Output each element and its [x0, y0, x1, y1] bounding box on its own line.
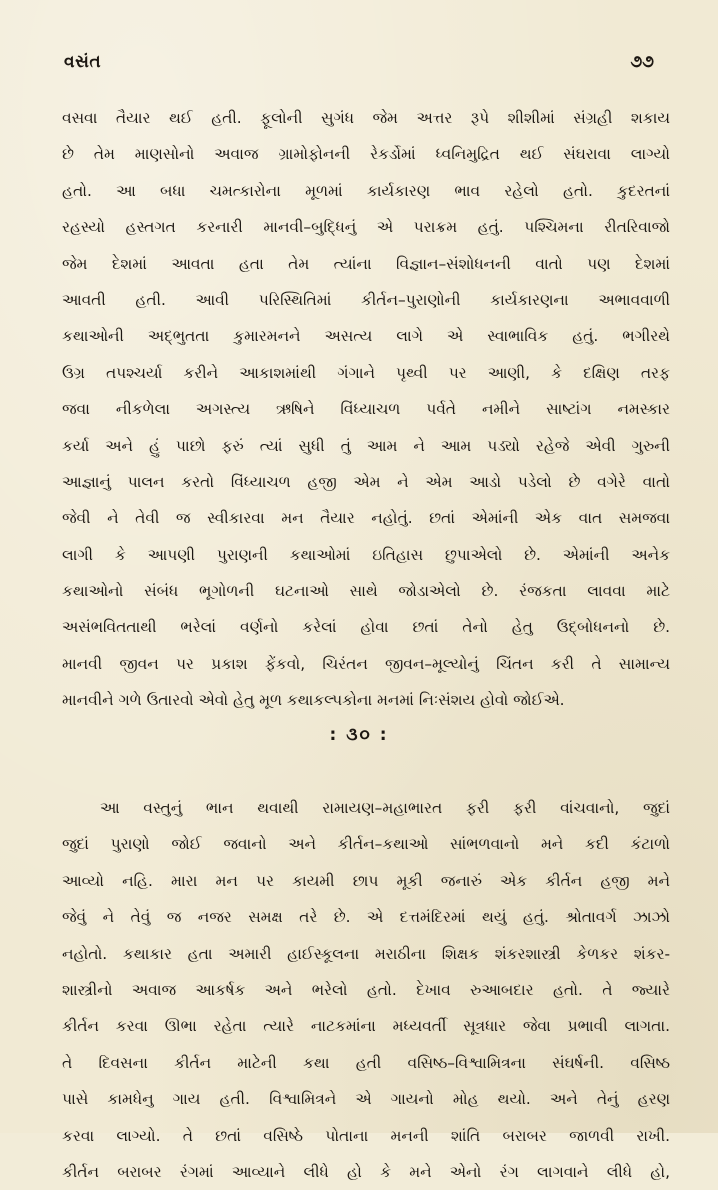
text-line: આવતી હતી. આવી પરિસ્થિતિમાં કીર્તન–પુરાણોની કાર્યકારણના અભાવવાળી — [62, 290, 670, 309]
text-line: ઉગ્ર તપશ્ચર્યા કરીને આકાશમાંથી ગંગાને પૃથ્વી પર આણી, કે દક્ષિણ તરફ — [62, 363, 670, 382]
text-line: તે દિવસના કીર્તન માટેની કથા હતી વસિષ્ઠ–વિશ્વામિત્રના સંઘર્ષની. વસિષ્ઠ — [62, 1053, 670, 1072]
text-line: આજ્ઞાનું પાલન કરતો વિંધ્યાચળ હજી એમ ને એમ આડો પડેલો છે વગેરે વાતો — [62, 472, 670, 491]
text-line: જેવું ને તેવું જ નજર સમક્ષ તરે છે. એ દત્તમંદિરમાં થયું હતું. શ્રોતાવર્ગ ઝાઝો — [62, 908, 670, 927]
text-line: અસંભવિતતાથી ભરેલાં વર્ણનો કરેલાં હોવા છતાં તેનો હેતુ ઉદ્બોધનનો છે. — [62, 618, 670, 637]
chapter-marker: : ૩૦ : — [329, 725, 389, 745]
text-line: આ વસ્તુનું ભાન થવાથી રામાયણ–મહાભારત ફરી ફરી વાંચવાનો, જુદાં — [100, 799, 670, 817]
text-line: માનવીને ગળે ઉતારવો એવો હેતુ મૂળ કથાકલ્પકોના મનમાં નિઃસંશય હોવો જોઈએ. — [62, 691, 565, 710]
page-header — [64, 52, 654, 82]
paragraph-2 — [62, 790, 670, 1190]
page-number: ૭૭ — [630, 52, 654, 72]
paragraph-1 — [62, 100, 670, 719]
running-head: વસંત — [64, 52, 102, 72]
text-line: કીર્તન બરાબર રંગમાં આવ્યાને લીધે હો કે મને એનો રંગ લાગવાને લીધે હો, — [62, 1162, 670, 1181]
text-line: વસવા તૈયાર થઈ હતી. ફૂલોની સુગંધ જેમ અત્તર રૂપે શીશીમાં સંગ્રહી શકાય — [62, 109, 670, 127]
text-line: કર્યા અને હું પાછો ફરું ત્યાં સુધી તું આમ ને આમ પડ્યો રહેજે એવી ગુરુની — [62, 436, 670, 455]
text-line: આવ્યો નહિ. મારા મન પર કાયમી છાપ મૂકી જનારું એક કીર્તન હજી મને — [62, 871, 670, 890]
text-line: શાસ્ત્રીનો અવાજ આકર્ષક અને ભરેલો હતો. દેખાવ રુઆબદાર હતો. તે જ્યારે — [62, 980, 670, 999]
text-line: લાગી કે આપણી પુરાણની કથાઓમાં ઇતિહાસ છુપાએલો છે. એમાંની અનેક — [62, 545, 670, 564]
text-line: જેવી ને તેવી જ સ્વીકારવા મન તૈયાર નહોતું. છતાં એમાંની એક વાત સમજવા — [62, 509, 670, 528]
text-line: કીર્તન કરવા ઊભા રહેતા ત્યારે નાટકમાંના મધ્યવર્તી સૂત્રધાર જેવા પ્રભાવી લાગતા. — [62, 1017, 670, 1036]
text-line: જુદાં પુરાણો જોઈ જવાનો અને કીર્તન–કથાઓ સાંભળવાનો મને કદી કંટાળો — [62, 835, 670, 854]
text-line: કથાઓની અદ્ભુતતા કુમારમનને અસત્ય લાગે એ સ્વાભાવિક હતું. ભગીરથે — [62, 327, 670, 346]
text-line: માનવી જીવન પર પ્રકાશ ફેંકવો, ચિરંતન જીવન–મૂલ્યોનું ચિંતન કરી તે સામાન્ય — [62, 654, 670, 673]
text-line: નહોતો. કથાકાર હતા અમારી હાઈસ્કૂલના મરાઠીના શિક્ષક શંકરશાસ્ત્રી કેળકર શંકર- — [62, 944, 670, 963]
text-line: રહસ્યો હસ્તગત કરનારી માનવી–બુદ્ધિનું એ પરાક્રમ હતું. પશ્ચિમના રીતરિવાજો — [62, 218, 670, 237]
text-line: કરવા લાગ્યો. તે છતાં વસિષ્ઠે પોતાના મનની શાંતિ બરાબર જાળવી રાખી. — [62, 1126, 670, 1145]
text-line: જેમ દેશમાં આવતા હતા તેમ ત્યાંના વિજ્ઞાન–સંશોધનની વાતો પણ દેશમાં — [62, 254, 670, 273]
text-line: કથાઓનો સંબંધ ભૂગોળની ઘટનાઓ સાથે જોડાએલો છે. રંજકતા લાવવા માટે — [62, 582, 670, 601]
text-line: હતો. આ બધા ચમત્કારોના મૂળમાં કાર્યકારણ ભાવ રહેલો હતો. કુદરતનાં — [62, 181, 670, 200]
text-line: છે તેમ માણસોનો અવાજ ગ્રામોફોનની રેકર્ડોમાં ધ્વનિમુદ્રિત થઈ સંઘરાવા લાગ્યો — [62, 145, 670, 164]
text-line: જવા નીકળેલા અગસ્ત્ય ઋષિને વિંધ્યાચળ પર્વતે નમીને સાષ્ટાંગ નમસ્કાર — [62, 400, 670, 419]
text-line: પાસે કામધેનુ ગાય હતી. વિશ્વામિત્રને એ ગાયનો મોહ થયો. અને તેનું હરણ — [62, 1090, 670, 1109]
